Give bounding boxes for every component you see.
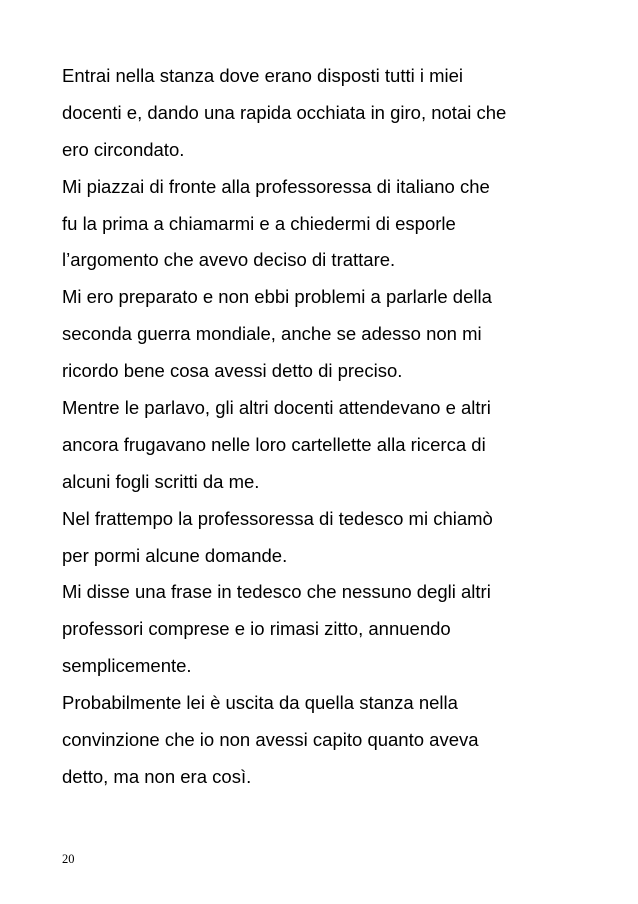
body-text	[62, 58, 602, 796]
text-line: l’argomento che avevo deciso di trattare.	[62, 249, 396, 271]
text-line: Probabilmente lei è uscita da quella stanza nella	[62, 692, 458, 714]
text-line: seconda guerra mondiale, anche se adesso non mi	[62, 323, 482, 345]
text-line: Mentre le parlavo, gli altri docenti attendevano e altri	[62, 397, 491, 419]
text-line: ero circondato.	[62, 138, 185, 160]
text-line: semplicemente.	[62, 655, 192, 677]
page-number: 20	[62, 852, 75, 866]
text-line: Mi ero preparato e non ebbi problemi a parlarle della	[62, 286, 492, 308]
text-line: ricordo bene cosa avessi detto di preciso.	[62, 360, 403, 382]
text-line: ancora frugavano nelle loro cartellette alla ricerca di	[62, 433, 486, 455]
text-line: Mi disse una frase in tedesco che nessuno degli altri	[62, 581, 491, 603]
text-line: fu la prima a chiamarmi e a chiedermi di esporle	[62, 212, 456, 234]
text-line: professori comprese e io rimasi zitto, annuendo	[62, 618, 451, 640]
text-line: Nel frattempo la professoressa di tedesco mi chiamò	[62, 507, 493, 529]
text-line: Mi piazzai di fronte alla professoressa di italiano che	[62, 175, 490, 197]
text-line: convinzione che io non avessi capito quanto aveva	[62, 729, 479, 751]
text-line: alcuni fogli scritti da me.	[62, 470, 260, 492]
text-line: docenti e, dando una rapida occhiata in giro, notai che	[62, 101, 507, 123]
text-line: detto, ma non era così.	[62, 765, 252, 787]
text-line: per pormi alcune domande.	[62, 544, 288, 566]
text-line: Entrai nella stanza dove erano disposti tutti i miei	[62, 65, 464, 86]
